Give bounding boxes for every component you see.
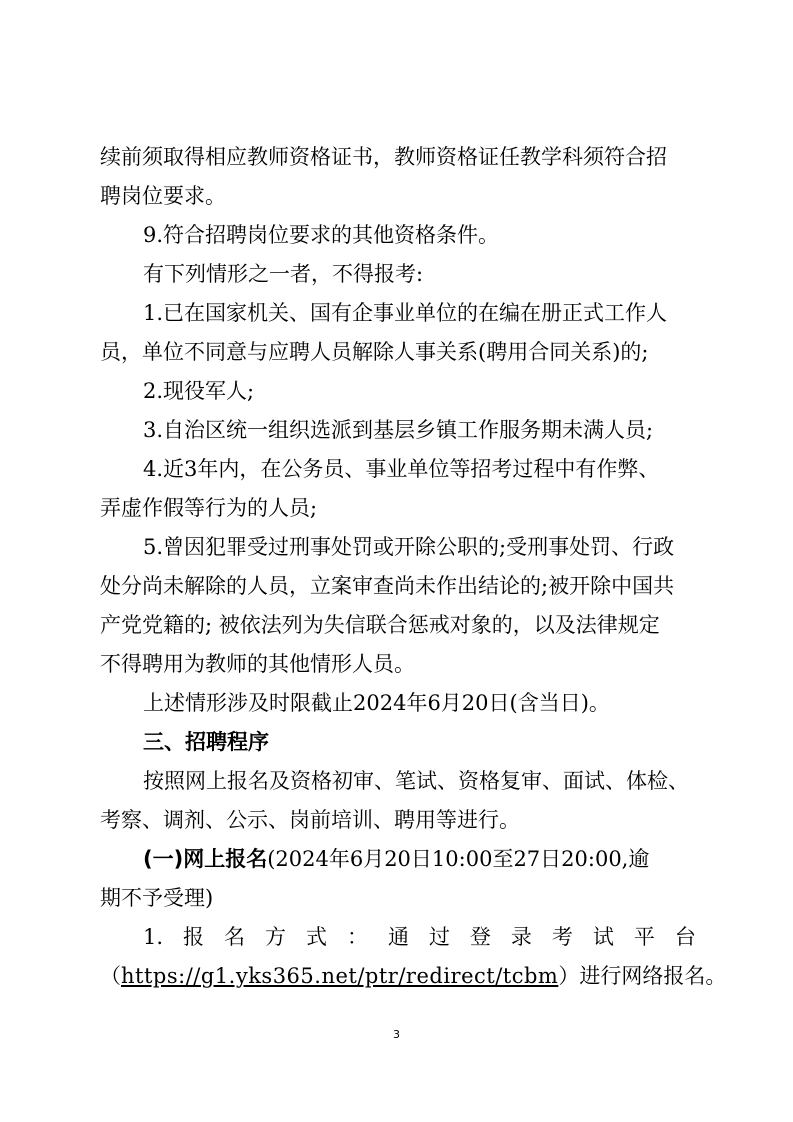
text-line: 不得聘用为教师的其他情形人员。 [100, 652, 415, 676]
justified-char: 考 [551, 925, 573, 949]
section-heading: 三、招聘程序 [143, 730, 269, 754]
text-line: 5.曾因犯罪受过刑事处罚或开除公职的;受刑事处罚、行政 [143, 535, 675, 559]
justified-char: 名 [224, 925, 246, 949]
justified-char: 报 [183, 925, 205, 949]
text-line: 1.已在国家机关、国有企事业单位的在编在册正式工作人 [143, 301, 668, 325]
text-line: 弄虚作假等行为的人员; [100, 496, 318, 520]
paragraph-exclusion-3 [100, 411, 696, 450]
open-paren: （ [100, 964, 121, 988]
text-line [100, 957, 727, 996]
text-line: 处分尚未解除的人员，立案审查尚未作出结论的;被开除中国共 [100, 574, 675, 598]
justified-char: 方 [265, 925, 286, 949]
subsection-heading: (一)网上报名 [143, 847, 268, 871]
justified-char: 登 [469, 925, 491, 949]
registration-link[interactable]: https://g1.yks365.net/ptr/redirect/tcbm [121, 964, 559, 988]
justified-char: ： [346, 925, 368, 949]
text-line: 员，单位不同意与应聘人员解除人事关系(聘用合同关系)的; [100, 340, 649, 364]
justified-char: 平 [633, 925, 655, 949]
text-line: 按照网上报名及资格初审、笔试、资格复审、面试、体检、 [143, 769, 689, 793]
justified-char: 台 [674, 925, 696, 949]
paragraph-exclusion-2 [100, 372, 696, 411]
paragraph-exclusion-4 [100, 450, 696, 528]
paragraph-online-registration [100, 840, 696, 918]
justified-char: 录 [510, 925, 532, 949]
text-line: 上述情形涉及时限截止2024年6月20日(含当日)。 [143, 691, 610, 715]
justified-char: 过 [428, 925, 450, 949]
text-line: 聘岗位要求。 [100, 184, 226, 208]
document-body [100, 138, 727, 996]
text-line [100, 840, 696, 879]
text-line: 3.自治区统一组织选派到基层乡镇工作服务期未满人员; [143, 418, 654, 442]
justified-text-line [100, 918, 696, 957]
justified-char: 式 [305, 925, 327, 949]
paragraph-procedure [100, 762, 696, 840]
justified-char: 试 [592, 925, 614, 949]
section-heading-procedure [100, 723, 696, 762]
justified-char: 1. [143, 925, 164, 949]
text-line: 2.现役军人; [143, 379, 255, 403]
paragraph-item-9 [100, 216, 696, 255]
page-number: 3 [393, 1028, 400, 1041]
paragraph-exclusion-5 [100, 528, 696, 684]
text-line: 期不予受理) [100, 886, 214, 910]
text-line: 9.符合招聘岗位要求的其他资格条件。 [143, 223, 500, 247]
paragraph-registration-method [100, 918, 727, 996]
text-line: 续前须取得相应教师资格证书，教师资格证任教学科须符合招 [100, 145, 667, 169]
text-line: 考察、调剂、公示、岗前培训、聘用等进行。 [100, 808, 520, 832]
text-line: 有下列情形之一者，不得报考: [143, 262, 424, 286]
registration-period: (2024年6月20日10:00至27日20:00,逾 [267, 847, 650, 871]
text-line: 4.近3年内，在公务员、事业单位等招考过程中有作弊、 [143, 457, 660, 481]
paragraph-exclusion-1 [100, 294, 696, 372]
paragraph-exclusion-intro [100, 255, 696, 294]
text-fragment: ）进行网络报名。 [558, 964, 727, 988]
text-line: 产党党籍的; 被依法列为失信联合惩戒对象的，以及法律规定 [100, 613, 660, 637]
justified-char: 通 [387, 925, 409, 949]
paragraph-continuation [100, 138, 696, 216]
paragraph-time-limit [100, 684, 696, 723]
